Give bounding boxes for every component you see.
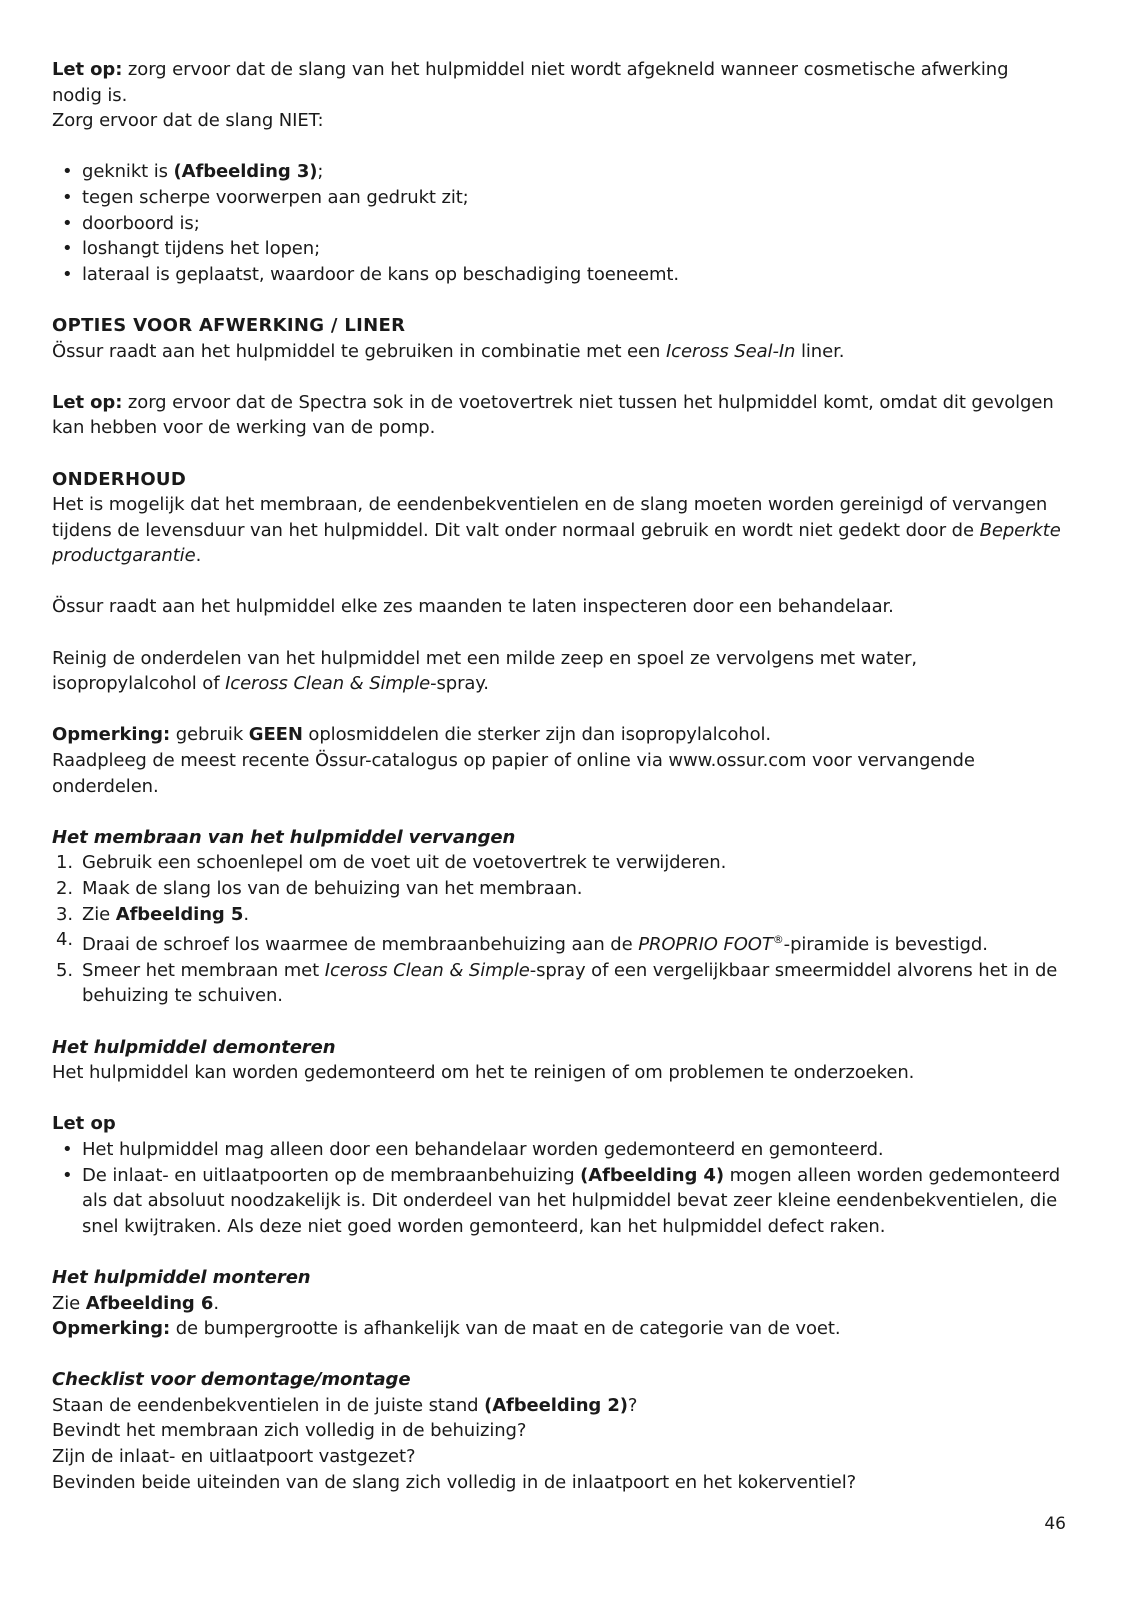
replace-steps xyxy=(52,850,1062,1009)
maintenance-paragraph-4: Raadpleeg de meest recente Össur-catalogus op papier of online via www.ossur.com voor vervangende onderdelen. xyxy=(52,750,975,797)
paragraph-text: Het is mogelijk dat het membraan, de eendenbekventielen en de slang moeten worden gereinigd of vervangen tijdens de levensduur van het hulpmiddel. Dit valt onder normaal gebruik en wordt niet gedekt door de xyxy=(52,494,1048,541)
product-name: Iceross Clean & Simple xyxy=(225,673,431,695)
list-item xyxy=(52,1163,1062,1240)
liner-paragraph xyxy=(52,339,1062,365)
step-text: Smeer het membraan met xyxy=(82,959,325,981)
document-page xyxy=(52,57,1062,1495)
list-item-text: De inlaat- en uitlaatpoorten op de membraanbehuizing xyxy=(82,1164,581,1186)
checklist-heading: Checklist voor demontage/montage xyxy=(52,1369,411,1391)
intro-text: zorg ervoor dat de slang van het hulpmiddel niet wordt afgekneld wanneer cosmetische afwerking nodig is. xyxy=(52,59,1009,106)
step-text: Gebruik een schoenlepel om de voet uit de voetovertrek te verwijderen. xyxy=(82,852,727,874)
figure-reference: (Afbeelding 4) xyxy=(580,1164,724,1186)
step-text: -spray of een vergelijkbaar smeermiddel alvorens het in de behuizing te schuiven. xyxy=(82,959,1058,1007)
step-text: Maak de slang los van de behuizing van het membraan. xyxy=(82,878,583,899)
list-item xyxy=(52,876,1062,902)
page-number: 46 xyxy=(1044,1514,1066,1534)
figure-reference: Afbeelding 6 xyxy=(85,1292,214,1314)
maintenance-note xyxy=(52,722,1062,748)
list-item: • loshangt tijdens het lopen; xyxy=(52,236,1062,262)
step-number: 5. xyxy=(56,959,73,981)
warranty-name: Beperkte productgarantie xyxy=(52,519,1061,567)
hose-bullet-list xyxy=(52,159,1062,287)
note-label: Opmerking: xyxy=(52,1318,171,1340)
list-item xyxy=(52,159,1062,185)
maintenance-paragraph-3 xyxy=(52,646,1062,697)
note-emphasis: GEEN xyxy=(248,724,303,746)
assemble-see xyxy=(52,1291,1062,1317)
note-text: de bumpergrootte is afhankelijk van de maat en de categorie van de voet. xyxy=(170,1318,841,1340)
paragraph-text: . xyxy=(195,545,202,567)
intro-label: Let op: xyxy=(52,59,123,80)
maintenance-heading: ONDERHOUD xyxy=(52,468,187,490)
checklist-question-3: Zijn de inlaat- en uitlaatpoort vastgezet? xyxy=(52,1446,416,1468)
note-label: Opmerking: xyxy=(52,724,171,746)
note-text: zorg ervoor dat de Spectra sok in de voetovertrek niet tussen het hulpmiddel komt, omdat dit gevolgen kan hebben voor de werking van de pomp. xyxy=(52,391,1054,439)
step-number: 2. xyxy=(56,878,73,899)
step-number: 1. xyxy=(56,852,73,874)
question-text: Staan de eendenbekventielen in de juiste stand xyxy=(52,1394,485,1416)
checklist-question-1 xyxy=(52,1393,1062,1419)
figure-reference: Afbeelding 5 xyxy=(115,903,244,925)
liner-heading: OPTIES VOOR AFWERKING / LINER xyxy=(52,314,406,336)
liner-text: liner. xyxy=(795,340,845,362)
disassemble-paragraph: Het hulpmiddel kan worden gedemonteerd om het te reinigen of om problemen te onderzoeken. xyxy=(52,1062,915,1084)
list-item-text: geknikt is xyxy=(82,161,174,183)
list-item: • tegen scherpe voorwerpen aan gedrukt zit; xyxy=(52,185,1062,211)
paragraph-text: Reinig de onderdelen van het hulpmiddel met een milde zeep en spoel ze vervolgens met water, isopropylalcohol of xyxy=(52,647,917,695)
figure-reference: (Afbeelding 3) xyxy=(173,161,318,183)
liner-text: Össur raadt aan het hulpmiddel te gebruiken in combinatie met een xyxy=(52,340,666,362)
step-text: -piramide is bevestigd. xyxy=(783,934,988,956)
registered-mark: ® xyxy=(772,933,784,947)
caution-label: Let op xyxy=(52,1113,116,1135)
list-item-text: mogen alleen worden gedemonteerd als dat absoluut noodzakelijk is. Dit onderdeel van het hulpmiddel bevat zeer kleine eendenbekventielen, die snel kwijtraken. Als deze niet goed worden gemonteerd, kan het hulpmiddel defect raken. xyxy=(82,1164,1061,1237)
note-text: oplosmiddelen die sterker zijn dan isopropylalcohol. xyxy=(302,724,772,746)
list-item xyxy=(52,902,1062,928)
paragraph-text: . xyxy=(213,1292,219,1314)
replace-heading: Het membraan van het hulpmiddel vervangen xyxy=(52,826,516,848)
list-item: • lateraal is geplaatst, waardoor de kans op beschadiging toeneemt. xyxy=(52,262,1062,288)
note-label: Let op: xyxy=(52,391,123,413)
product-name: PROPRIO FOOT xyxy=(638,934,773,956)
question-text: ? xyxy=(627,1394,638,1416)
maintenance-paragraph-1 xyxy=(52,492,1062,569)
step-number: 4. xyxy=(56,929,73,951)
intro-line2: Zorg ervoor dat de slang NIET: xyxy=(52,110,324,132)
product-name: Iceross Clean & Simple xyxy=(324,959,530,981)
checklist-question-4: Bevinden beide uiteinden van de slang zich volledig in de inlaatpoort en het kokerventiel? xyxy=(52,1471,857,1493)
checklist-question-2: Bevindt het membraan zich volledig in de behuizing? xyxy=(52,1420,527,1442)
list-item xyxy=(52,927,1062,958)
product-name: Iceross Seal-In xyxy=(665,340,796,362)
step-number: 3. xyxy=(56,903,73,925)
liner-note xyxy=(52,390,1062,441)
disassemble-heading: Het hulpmiddel demonteren xyxy=(52,1036,336,1058)
assemble-note xyxy=(52,1316,1062,1342)
intro-paragraph xyxy=(52,57,1062,134)
step-text: Zie xyxy=(82,903,116,925)
list-item: • Het hulpmiddel mag alleen door een behandelaar worden gedemonteerd en gemonteerd. xyxy=(52,1137,1062,1163)
step-text: . xyxy=(243,903,249,925)
step-text: Draai de schroef los waarmee de membraanbehuizing aan de xyxy=(82,934,639,956)
list-item xyxy=(52,958,1062,1009)
paragraph-text: -spray. xyxy=(430,673,489,695)
list-item: • doorboord is; xyxy=(52,211,1062,237)
note-text: gebruik xyxy=(170,724,249,746)
maintenance-paragraph-2: Össur raadt aan het hulpmiddel elke zes maanden te laten inspecteren door een behandelaar. xyxy=(52,596,894,618)
list-item-text: ; xyxy=(317,161,324,183)
assemble-heading: Het hulpmiddel monteren xyxy=(52,1266,311,1288)
caution-bullet-list xyxy=(52,1137,1062,1239)
paragraph-text: Zie xyxy=(52,1292,86,1314)
figure-reference: (Afbeelding 2) xyxy=(484,1394,628,1416)
list-item xyxy=(52,850,1062,876)
